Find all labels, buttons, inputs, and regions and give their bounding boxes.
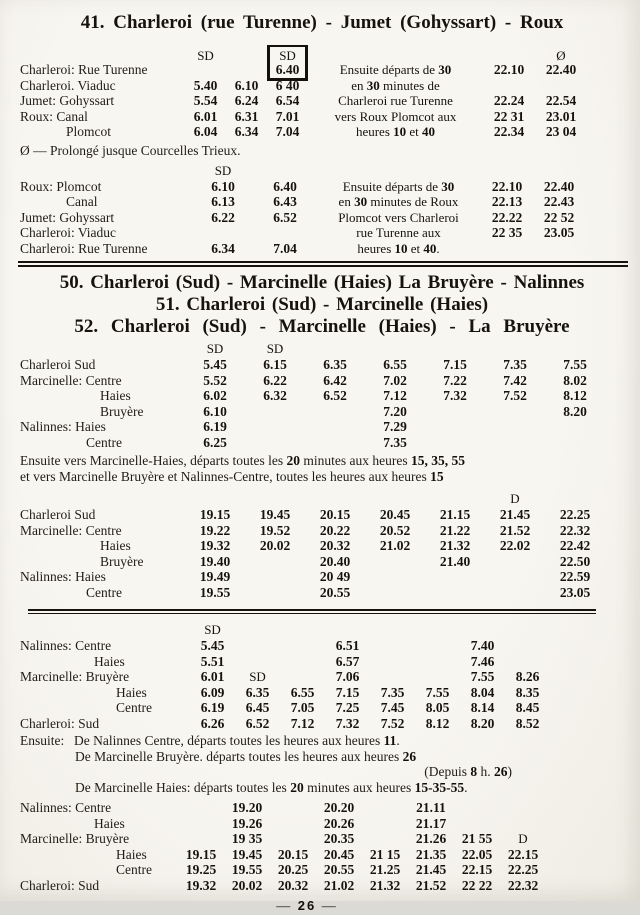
time-cell: 6.40 (273, 178, 297, 194)
station-label: Charleroi: Rue Turenne (20, 240, 148, 256)
time-cell: 8.26 (515, 669, 540, 684)
time-cell: 19 35 (231, 831, 263, 846)
column-header-row (20, 162, 624, 179)
time-cell: 20.45 (379, 507, 411, 522)
time-cell: 6.09 (200, 684, 225, 700)
time-cell: 21.22 (439, 522, 471, 538)
timetable-row (20, 554, 624, 570)
time-cell: SD (249, 669, 266, 684)
time-cell: 21.02 (379, 538, 411, 553)
column-header: SD (206, 341, 224, 356)
ensuite-note-block (20, 733, 624, 795)
station-label: Bruyère (100, 553, 144, 569)
time-cell: 22.24 (493, 93, 525, 108)
time-cell: 5.52 (203, 372, 227, 388)
station-label: Haies (100, 538, 131, 553)
time-cell: 23.05 (543, 225, 575, 240)
time-cell: 7.29 (383, 419, 407, 434)
time-cell: 21.40 (439, 553, 471, 569)
time-cell: 22.50 (559, 553, 591, 569)
time-cell: 21.45 (499, 507, 531, 522)
time-cell: 6.43 (273, 194, 297, 209)
time-cell: 19.52 (259, 522, 291, 538)
station-label: Marcinelle: Bruyère (20, 831, 130, 846)
station-label: Charleroi Sud (20, 507, 96, 522)
station-label: Centre (86, 434, 122, 450)
time-cell: 21.32 (439, 538, 471, 553)
timetable-row (20, 654, 624, 670)
time-cell: 21 55 (461, 831, 493, 846)
time-cell: 19.55 (231, 862, 263, 877)
time-cell: 22.25 (507, 862, 539, 877)
time-cell: 19.32 (199, 538, 231, 553)
time-cell: 7.05 (290, 700, 315, 715)
ensuite-note-line: De Marcinelle Bruyère. départs toutes les heures aux heures 26 (75, 748, 417, 764)
column-header: D (510, 491, 520, 506)
timetable-row (20, 241, 624, 257)
station-label: Jumet: Gohyssart (20, 93, 115, 108)
station-label: Centre (86, 584, 122, 600)
time-cell: 22.40 (543, 178, 575, 194)
time-cell: 21.26 (415, 831, 447, 846)
time-cell: 22.25 (559, 507, 591, 522)
time-cell: 6.10 (234, 77, 259, 93)
time-cell: 6.01 (200, 669, 225, 684)
timetable-row (20, 847, 624, 863)
time-cell: 23.01 (545, 108, 577, 124)
time-cell: 22.15 (461, 862, 493, 877)
time-cell: 7.22 (443, 372, 467, 388)
time-cell: 6.13 (211, 194, 235, 209)
frequency-note-block (20, 453, 624, 484)
time-cell: 7.52 (380, 715, 405, 731)
time-cell: 20.52 (379, 522, 411, 538)
time-cell: 20.25 (277, 862, 309, 877)
timetable-row (20, 404, 624, 420)
table-50-morning-inbound (20, 621, 624, 731)
time-cell: 22.13 (491, 194, 523, 209)
frequency-note-line: et vers Marcinelle Bruyère et Nalinnes-Centre, toutes les heures aux heures 15 (20, 468, 444, 484)
time-cell: 7.15 (335, 684, 360, 700)
ensuite-label: Ensuite: (20, 733, 65, 748)
note-cell: vers Roux Plomcot aux (334, 108, 457, 124)
page-number: — 26 — (276, 898, 338, 914)
time-cell: 20.45 (323, 846, 355, 862)
time-cell: 6 40 (275, 77, 300, 93)
station-label: Roux: Canal (20, 108, 88, 124)
time-cell: 6.19 (203, 419, 227, 434)
timetable-row (20, 538, 624, 554)
time-cell: 21.52 (499, 522, 531, 538)
time-cell: 7.46 (470, 653, 495, 669)
timetable-row (20, 179, 624, 195)
column-header: SD (214, 162, 232, 178)
timetable-row (20, 435, 624, 451)
timetable-row (20, 388, 624, 404)
time-cell: 8.14 (470, 700, 495, 715)
station-label: Plomcot (66, 124, 112, 139)
timetable-row (20, 357, 624, 373)
time-cell: 21 15 (369, 846, 401, 862)
time-cell: 7.35 (380, 684, 405, 700)
timetable-row (20, 569, 624, 585)
timetable-row (20, 78, 624, 94)
time-cell: 21.15 (439, 507, 471, 522)
time-cell: 8.35 (515, 684, 540, 700)
time-cell: 19.45 (231, 846, 263, 862)
time-cell: 7.35 (503, 357, 527, 372)
time-cell: 22.32 (559, 522, 591, 538)
station-label: Charleroi: Viaduc (20, 225, 117, 240)
column-header-row (20, 621, 624, 638)
time-cell: 8.45 (515, 700, 540, 715)
note-cell: heures 10 et 40 (355, 124, 436, 139)
time-cell: 22.05 (461, 846, 493, 862)
time-cell: 7.06 (335, 669, 360, 684)
time-cell: 22.43 (543, 194, 575, 209)
time-cell: 6.45 (245, 700, 270, 715)
time-cell: 22.42 (559, 538, 591, 553)
time-cell: 8.20 (563, 403, 587, 419)
station-label: Centre (116, 862, 152, 877)
route-51-title: 51. Charleroi (Sud) - Marcinelle (Haies) (155, 294, 489, 315)
station-label: Charleroi: Rue Turenne (20, 62, 148, 77)
route-52-title: 52. Charleroi (Sud) - Marcinelle (Haies) - La Bruyère (74, 316, 570, 337)
time-cell: 7.55 (470, 669, 495, 684)
column-header: SD (197, 48, 214, 63)
time-cell: 7.45 (380, 700, 405, 715)
note-cell: rue Turenne aux (356, 225, 441, 240)
time-cell: 5.54 (193, 93, 218, 108)
time-cell: 7.20 (383, 403, 407, 419)
table-41-outbound (20, 45, 624, 140)
station-label: Haies (116, 846, 147, 862)
column-header: SD (266, 341, 284, 356)
time-cell: 21.52 (415, 877, 447, 893)
station-label: Nalinnes: Centre (20, 800, 112, 815)
time-cell: 22 52 (543, 209, 575, 225)
time-cell: 6.52 (273, 209, 297, 225)
time-cell: 22.15 (507, 846, 539, 862)
time-cell: D (518, 831, 528, 846)
time-cell: 20.15 (319, 507, 351, 522)
time-cell: 20.26 (323, 815, 355, 831)
frequency-note-line: Ensuite vers Marcinelle-Haies, départs toutes les 20 minutes aux heures 15, 35, 55 (20, 453, 466, 468)
station-label: Haies (94, 815, 125, 831)
timetable-row (20, 225, 624, 241)
time-cell: 7.04 (275, 124, 300, 139)
time-cell: 8.02 (563, 372, 587, 388)
time-cell: 6.01 (193, 108, 218, 124)
station-label: Marcinelle: Centre (20, 372, 122, 388)
column-header: SD (267, 45, 308, 64)
timetable-row (20, 831, 624, 847)
timetable-row (20, 124, 624, 140)
time-cell: 22.10 (491, 178, 523, 194)
time-cell: 8.05 (425, 700, 450, 715)
time-cell: 20.55 (323, 862, 355, 877)
time-cell: 19.32 (185, 877, 217, 893)
time-cell: 22.32 (507, 877, 539, 893)
time-cell: 20.32 (319, 538, 351, 553)
time-cell: 21.17 (415, 815, 447, 831)
time-cell: 20.55 (319, 584, 351, 600)
time-cell: 20.02 (259, 538, 291, 553)
time-cell: 7.52 (503, 388, 527, 403)
table-50-morning-outbound (20, 340, 624, 450)
time-cell: 21.45 (415, 862, 447, 877)
time-cell: 22 31 (493, 108, 525, 124)
note-cell: Charleroi rue Turenne (338, 93, 453, 108)
time-cell: 6.52 (323, 388, 347, 403)
route-41-title: 41. Charleroi (rue Turenne) - Jumet (Gohyssart) - Roux (80, 12, 564, 33)
time-cell: 7.01 (275, 108, 300, 124)
time-cell: 7.12 (383, 388, 407, 403)
time-cell: 19.15 (199, 507, 231, 522)
time-cell: 6.35 (245, 684, 270, 700)
ensuite-note-text: De Nalinnes Centre, départs toutes les heures aux heures 11. (74, 733, 400, 748)
table-50-evening-outbound (20, 490, 624, 600)
time-cell: 20.20 (323, 800, 355, 815)
time-cell: 7.02 (383, 372, 407, 388)
station-label: Roux: Plomcot (20, 178, 102, 194)
time-cell: 6.22 (211, 209, 235, 225)
time-cell: 20.35 (323, 831, 355, 846)
station-label: Charleroi: Sud (20, 715, 100, 731)
timetable-row (20, 210, 624, 226)
time-cell: 22.02 (499, 538, 531, 553)
depuis-note: (Depuis 8 h. 26) (424, 764, 512, 779)
station-label: Nalinnes: Haies (20, 569, 106, 584)
timetable-row (20, 878, 624, 894)
table-50-evening-inbound (20, 800, 624, 893)
station-label: Haies (94, 653, 125, 669)
time-cell: 6.40 (267, 62, 308, 81)
time-cell: 8.04 (470, 684, 495, 700)
note-cell: Ensuite départs de 30 (339, 62, 452, 77)
time-cell: 21.35 (415, 846, 447, 862)
time-cell: 23.05 (559, 584, 591, 600)
station-label: Charleroi. Viaduc (20, 77, 116, 93)
station-label: Jumet: Gohyssart (20, 209, 115, 225)
column-header: SD (204, 622, 221, 637)
section-route-41 (20, 12, 624, 256)
station-label: Bruyère (100, 403, 144, 419)
station-label: Canal (66, 194, 98, 209)
time-cell: 22 22 (461, 877, 493, 893)
time-cell: 22.10 (493, 62, 525, 77)
time-cell: 19.55 (199, 584, 231, 600)
note-cell: heures 10 et 40. (357, 240, 440, 256)
time-cell: 20.15 (277, 846, 309, 862)
route-50-title: 50. Charleroi (Sud) - Marcinelle (Haies) La Bruyère - Nalinnes (59, 272, 585, 293)
table-divider-rule (28, 609, 596, 614)
time-cell: 6.10 (211, 178, 235, 194)
timetable-row (20, 507, 624, 523)
note-cell: Ensuite départs de 30 (342, 178, 455, 194)
time-cell: 5.45 (203, 357, 227, 372)
time-cell: 6.31 (234, 108, 259, 124)
time-cell: 6.51 (335, 638, 360, 653)
time-cell: 21.25 (369, 862, 401, 877)
column-header: Ø (556, 48, 566, 63)
time-cell: 6.35 (323, 357, 347, 372)
time-cell: 21.32 (369, 877, 401, 893)
time-cell: 19.49 (199, 569, 231, 584)
timetable-row (20, 638, 624, 654)
time-cell: 22.40 (545, 62, 577, 77)
column-header-row (20, 490, 624, 507)
time-cell: 22.34 (493, 124, 525, 139)
time-cell: 20.02 (231, 877, 263, 893)
station-label: Marcinelle: Centre (20, 522, 122, 538)
time-cell: 7.55 (563, 357, 587, 372)
timetable-row (20, 523, 624, 539)
time-cell: 6.24 (234, 93, 259, 108)
timetable-row (20, 669, 624, 685)
time-cell: 8.52 (515, 715, 540, 731)
ensuite-note-line: De Marcinelle Haies: départs toutes les 20 minutes aux heures 15-35-55. (75, 779, 468, 795)
time-cell: 19.25 (185, 862, 217, 877)
note-cell: Plomcot vers Charleroi (338, 209, 459, 225)
time-cell: 6.32 (263, 388, 287, 403)
time-cell: 6.55 (290, 684, 315, 700)
timetable-row (20, 93, 624, 109)
time-cell: 19.45 (259, 507, 291, 522)
time-cell: 6.15 (263, 357, 287, 372)
time-cell: 19.20 (231, 800, 263, 815)
time-cell: 19.15 (185, 846, 217, 862)
time-cell: 22.22 (491, 209, 523, 225)
time-cell: 6.04 (193, 124, 218, 139)
section-divider-rule (18, 261, 628, 267)
time-cell: 20 49 (319, 569, 351, 584)
note-cell: en 30 minutes de (351, 77, 440, 93)
column-header-row (20, 45, 624, 62)
time-cell: 19.40 (199, 553, 231, 569)
timetable-row (20, 685, 624, 701)
section-routes-50-52 (20, 272, 624, 893)
time-cell: 8.12 (425, 715, 450, 731)
timetable-row (20, 194, 624, 210)
time-cell: 6.26 (200, 715, 225, 731)
timetable-row (20, 862, 624, 878)
time-cell: 5.45 (200, 638, 225, 653)
station-label: Haies (100, 388, 131, 403)
timetable-row (20, 816, 624, 832)
station-label: Haies (116, 684, 147, 700)
note-cell: en 30 minutes de Roux (338, 194, 459, 209)
timetable-row (20, 700, 624, 716)
time-cell: 6.22 (263, 372, 287, 388)
column-header-row (20, 340, 624, 357)
time-cell: 8.20 (470, 715, 495, 731)
time-cell: 6.42 (323, 372, 347, 388)
time-cell: 6.52 (245, 715, 270, 731)
time-cell: 22.54 (545, 93, 577, 108)
timetable-row (20, 800, 624, 816)
time-cell: 20.32 (277, 877, 309, 893)
station-label: Centre (116, 700, 152, 715)
time-cell: 19.22 (199, 522, 231, 538)
time-cell: 22.59 (559, 569, 591, 584)
time-cell: 7.35 (383, 434, 407, 450)
time-cell: 21.02 (323, 877, 355, 893)
time-cell: 7.15 (443, 357, 467, 372)
time-cell: 6.34 (211, 240, 235, 256)
time-cell: 20.22 (319, 522, 351, 538)
station-label: Marcinelle: Bruyère (20, 669, 130, 684)
timetable-row (20, 109, 624, 125)
timetable-row (20, 716, 624, 732)
time-cell: 5.51 (200, 653, 225, 669)
time-cell: 7.32 (443, 388, 467, 403)
ensuite-note-line (20, 733, 624, 749)
timetable-row (20, 585, 624, 601)
time-cell: 7.40 (470, 638, 495, 653)
time-cell: 7.04 (273, 240, 297, 256)
station-label: Charleroi: Sud (20, 877, 100, 893)
time-cell: 7.32 (335, 715, 360, 731)
time-cell: 7.25 (335, 700, 360, 715)
time-cell: 6.55 (383, 357, 407, 372)
time-cell: 6.02 (203, 388, 227, 403)
time-cell: 7.12 (290, 715, 315, 731)
time-cell: 6.10 (203, 403, 227, 419)
time-cell: 20.40 (319, 553, 351, 569)
station-label: Charleroi Sud (20, 357, 96, 372)
timetable-row (20, 62, 624, 78)
time-cell: 8.12 (563, 388, 587, 403)
time-cell: 21.11 (416, 800, 446, 815)
time-cell: 5.40 (193, 77, 218, 93)
time-cell: 6.34 (234, 124, 259, 139)
station-label: Nalinnes: Centre (20, 638, 112, 653)
time-cell: 7.55 (425, 684, 450, 700)
time-cell: 6.19 (200, 700, 225, 715)
time-cell: 19.26 (231, 815, 263, 831)
table-41-inbound (20, 162, 624, 257)
time-cell: 6.54 (275, 93, 300, 108)
time-cell: 6.25 (203, 434, 227, 450)
phi-extension-note: Ø — Prolongé jusque Courcelles Trieux. (20, 142, 241, 158)
time-cell: 23 04 (545, 124, 577, 139)
time-cell: 6.57 (335, 653, 360, 669)
time-cell: 7.42 (503, 372, 527, 388)
time-cell: 22 35 (491, 225, 523, 240)
timetable-row (20, 419, 624, 435)
timetable-row (20, 373, 624, 389)
station-label: Nalinnes: Haies (20, 419, 106, 434)
